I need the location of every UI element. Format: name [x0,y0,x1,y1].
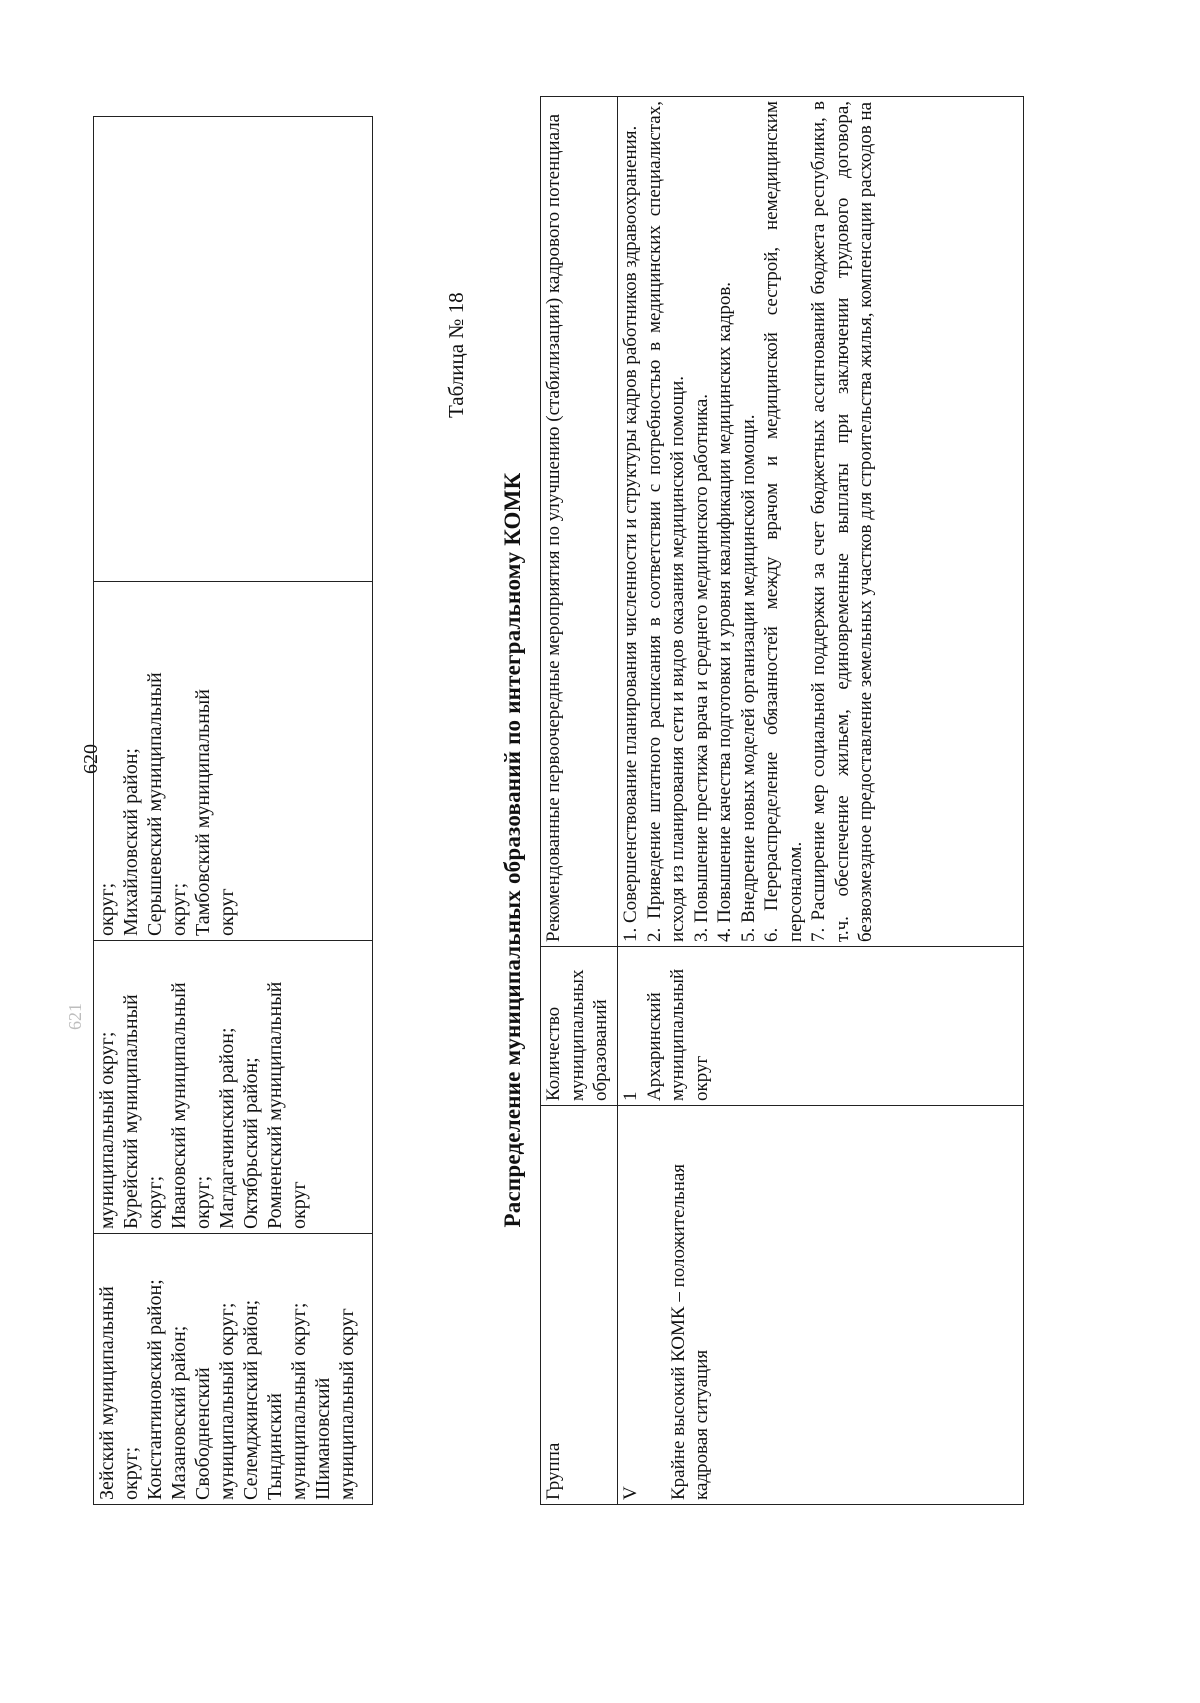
faint-page-mark: 621 [65,1003,85,1030]
measure-item: 7. Расширение мер социальной поддержки за счет бюджетных ассигнований бюджета республики, в т.ч. обеспечение жильем, единовременные выплаты при заключении трудового договора, безвозмездное предоставление земельных участков для строительства жилья, компенсации расходов на [808,101,876,942]
page-title: Распределение муниципальных образований по интегральному КОМК [500,472,525,1228]
measures-cell [618,97,1024,947]
measures-list [619,101,878,942]
table-row [94,117,373,1505]
count-value: 1 [620,1091,641,1101]
table-header-row [541,97,618,1505]
table-cell: округ; Михайловский район; Серышевский муниципальный округ; Тамбовский муниципальный округ [94,582,373,941]
continuation-table [93,116,373,1505]
table-caption: Таблица № 18 [444,292,468,418]
table-cell: муниципальный округ; Бурейский муниципальный округ; Ивановский муниципальный округ; Магдагачинский район; Октябрьский район; Ромненский муниципальный округ [94,941,373,1234]
header-count: Количество муниципальных образований [541,947,618,1106]
measure-item: 2. Приведение штатного расписания в соответствии с потребностью в медицинских специалистах, исходя из планирования сети и видов оказания медицинской помощи. [643,101,688,942]
group-cell [618,1106,1024,1505]
header-group: Группа [541,1106,618,1505]
measure-item: 1. Совершенствование планирования численности и структуры кадров работников здравоохранения. [620,125,641,942]
count-cell [618,947,1024,1106]
measure-item: 5. Внедрение новых моделей организации медицинской помощи. [737,414,759,942]
group-description: Крайне высокий КОМК – положительная кадровая ситуация [667,1163,712,1500]
table-row [618,97,1024,1505]
group-roman: V [620,1486,641,1500]
main-table [540,96,1024,1505]
municipality-name: Архаринский муниципальный округ [643,968,712,1101]
measure-item: 3. Повышение престижа врача и среднего медицинского работника. [690,393,712,942]
header-measures: Рекомендованные первоочередные мероприятия по улучшению (стабилизации) кадрового потенциала [541,97,618,947]
table-cell: Зейский муниципальный округ; Константиновский район; Мазановский район; Свободненский муниципальный округ; Селемджинский район; Тындинский муниципальный округ; Шимановский муниципальный округ [94,1234,373,1505]
measure-item: 4. Повышение качества подготовки и уровня квалификации медицинских кадров. [714,281,735,942]
measure-item: 6. Перераспределение обязанностей между врачом и медицинской сестрой, немедицинским персоналом. [761,101,806,942]
table-cell [94,117,373,582]
page-number: 620 [80,744,102,774]
